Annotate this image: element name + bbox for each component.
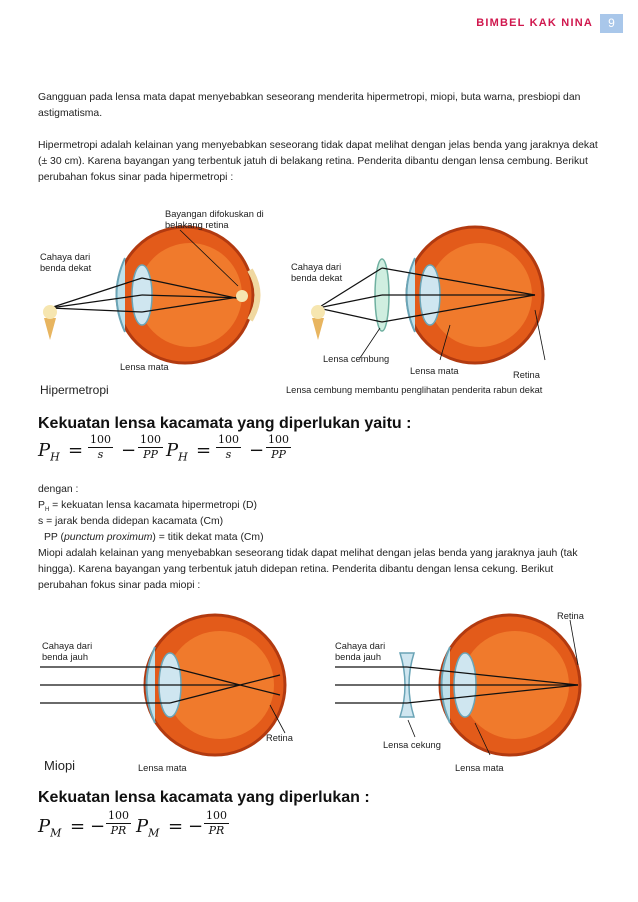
heading-lens-power-hypermetropia: Kekuatan lensa kacamata yang diperlukan yaitu : bbox=[38, 415, 412, 432]
definition-ph-subscript: H bbox=[44, 507, 50, 514]
fraction-denominator: PR bbox=[110, 824, 127, 837]
label-eye-lens-left: Lensa mata bbox=[120, 362, 169, 372]
formula-subscript: M bbox=[50, 826, 62, 840]
label-retina-right: Retina bbox=[557, 611, 584, 621]
caption-hypermetropia: Hipermetropi bbox=[40, 383, 109, 397]
fraction-numerator: 100 bbox=[90, 433, 111, 446]
fraction bbox=[266, 433, 291, 462]
formula-hypermetropia bbox=[38, 430, 338, 470]
formula-subscript: H bbox=[178, 450, 188, 464]
fraction bbox=[106, 809, 131, 838]
definition-pp-prefix: PP ( bbox=[44, 532, 65, 543]
hypermetropia-paragraph: Hipermetropi adalah kelainan yang menyebabkan seseorang tidak dapat melihat dengan jelas benda yang jaraknya dekat (± 30 cm). Karena bayangan yang terbentuk jatuh di belakang retina. Penderita dibantu dengan lensa cembung. Berikut perubahan fokus sinar pada hipermetropi : bbox=[38, 140, 598, 183]
fraction bbox=[216, 433, 241, 462]
fraction-denominator: PR bbox=[208, 824, 225, 837]
formula-minus: − bbox=[249, 440, 265, 461]
formula-equals: = bbox=[70, 816, 86, 837]
caption-convex-lens-helps: Lensa cembung membantu penglihatan penderita rabun dekat bbox=[286, 385, 543, 395]
fraction-numerator: 100 bbox=[206, 809, 227, 822]
label-eye-lens-right: Lensa mata bbox=[455, 763, 504, 773]
caption-myopia: Miopi bbox=[44, 758, 76, 773]
intro-paragraph: Gangguan pada lensa mata dapat menyebabkan seseorang menderita hipermetropi, miopi, buta warna, presbiopi dan astigmatisma. bbox=[38, 92, 581, 119]
definition-pp-suffix: ) = titik dekat mata (Cm) bbox=[152, 532, 264, 543]
formula-subscript: M bbox=[148, 826, 160, 840]
label-light-far-right: Cahaya dari benda jauh bbox=[335, 641, 386, 662]
myopia-paragraph: Miopi adalah kelainan yang menyebabkan seseorang tidak dapat melihat dengan jelas benda yang jaraknya jauh (tak hingga). Karena bayangan yang terbentuk jatuh didepan retina. Penderita dibantu dengan lensa cekung. Berikut perubahan fokus sinar pada miopi : bbox=[38, 548, 578, 591]
ice-cream-object-right bbox=[311, 305, 325, 340]
formula-equals: = bbox=[196, 440, 212, 461]
fraction-numerator: 100 bbox=[268, 433, 289, 446]
formula-minus: − bbox=[121, 440, 137, 461]
definition-pp-latin: punctum proximum bbox=[64, 532, 153, 543]
image-behind-retina bbox=[236, 290, 248, 302]
definition-ph-text: = kekuatan lensa kacamata hipermetropi (D) bbox=[49, 500, 257, 511]
formula-symbol: P bbox=[166, 440, 179, 461]
label-light-near-left: Cahaya dari benda dekat bbox=[40, 252, 92, 273]
fraction-denominator: PP bbox=[271, 448, 286, 461]
formula-equals: = bbox=[168, 816, 184, 837]
formula-symbol: P bbox=[136, 816, 149, 837]
formula-myopia bbox=[38, 806, 298, 846]
label-retina-right: Retina bbox=[513, 370, 540, 380]
hypermetropia-figure bbox=[30, 200, 590, 405]
label-convex-lens: Lensa cembung bbox=[323, 354, 390, 364]
formula-minus: − bbox=[188, 816, 204, 837]
definition-ph-symbol: P bbox=[38, 500, 45, 511]
label-eye-lens-right: Lensa mata bbox=[410, 366, 459, 376]
label-retina-left: Retina bbox=[266, 733, 293, 743]
fraction-numerator: 100 bbox=[108, 809, 129, 822]
myopia-figure bbox=[30, 605, 595, 780]
heading-lens-power-myopia: Kekuatan lensa kacamata yang diperlukan : bbox=[38, 789, 370, 806]
formula-symbol: P bbox=[38, 816, 51, 837]
formula-symbol: P bbox=[38, 440, 51, 461]
fraction-denominator: PP bbox=[143, 448, 158, 461]
fraction-denominator: s bbox=[225, 448, 232, 461]
label-image-behind-retina: Bayangan difokuskan di belakang retina bbox=[165, 209, 264, 230]
label-concave-lens: Lensa cekung bbox=[383, 740, 441, 750]
fraction-numerator: 100 bbox=[218, 433, 239, 446]
ice-cream-object-left bbox=[43, 305, 57, 340]
formula-subscript: H bbox=[50, 450, 60, 464]
fraction-numerator: 100 bbox=[140, 433, 161, 446]
definition-pp bbox=[44, 530, 610, 546]
formula-minus: − bbox=[90, 816, 106, 837]
label-light-far-left: Cahaya dari benda jauh bbox=[42, 641, 93, 662]
page-number: 9 bbox=[600, 14, 623, 33]
fraction bbox=[138, 433, 163, 462]
label-eye-lens-left: Lensa mata bbox=[138, 763, 187, 773]
definition-s: s = jarak benda didepan kacamata (Cm) bbox=[38, 516, 224, 527]
fraction-denominator: s bbox=[97, 448, 104, 461]
definitions-intro: dengan : bbox=[38, 484, 79, 495]
fraction bbox=[88, 433, 113, 462]
header-title: BIMBEL KAK NINA bbox=[476, 17, 593, 29]
formula-equals: = bbox=[68, 440, 84, 461]
fraction bbox=[204, 809, 229, 838]
label-light-near-right: Cahaya dari benda dekat bbox=[291, 262, 343, 283]
